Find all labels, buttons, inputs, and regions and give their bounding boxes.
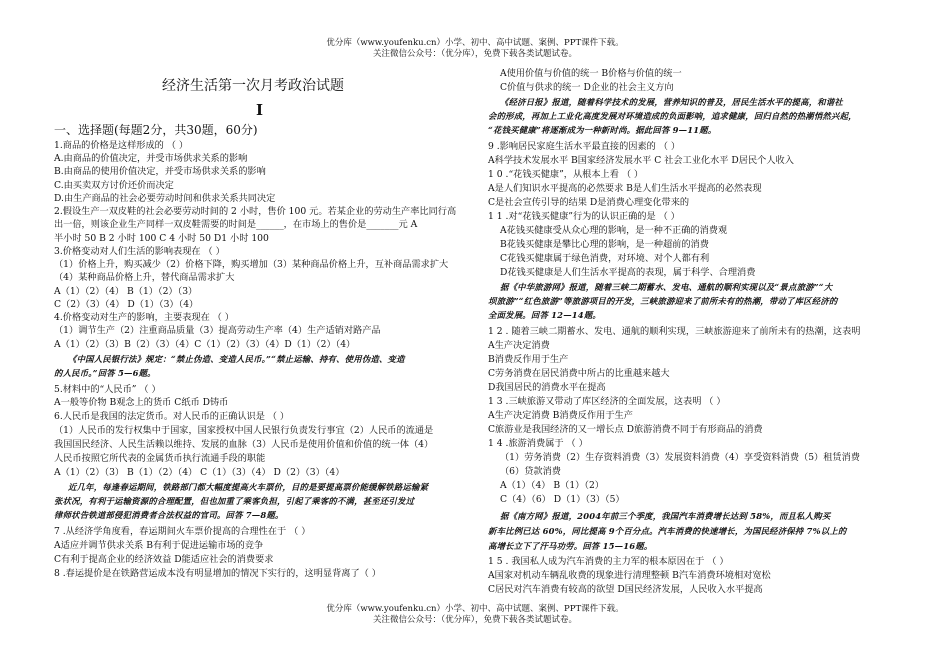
material-text: 新车比例已达 60%，同比提高 9个百分点。汽车消费的快速增长，为国民经济保持 7%以上的: [488, 526, 847, 536]
text-line: 1.商品的价格是这样形成的 （ ）: [54, 140, 189, 151]
text-line: 8 .春运提价是在铁路营运成本没有明显增加的情况下实行的，这明显背离了（ ）: [54, 568, 381, 579]
text-line: A（1）（2）（3） B（1）（2）（4） C（1）（3）（4） D（2）（3）（4）: [54, 467, 345, 478]
text-line: A生产决定消费 B消费反作用于生产: [488, 410, 633, 421]
text-line: A国家对机动车辆乱收费的现象进行清理整顿 B汽车消费环境相对宽松: [488, 570, 771, 581]
text-line: A科学技术发展水平 B国家经济发展水平 C 社会工业化水平 D居民个人收入: [488, 155, 794, 166]
material-text: 张状况，有利于运输资源的合理配置，但也加重了乘客负担，引起了乘客的不满，甚至还引发过: [54, 496, 415, 506]
text-line: C劳务消费在居民消费中所占的比重越来越大: [488, 368, 670, 379]
material-text: 《中国人民银行法》规定：“禁止伪造、变造人民币。”“禁止运输、持有、使用伪造、变造: [68, 354, 405, 364]
right-column: [488, 0, 908, 671]
text-line: （4）某种商品价格上升，替代商品需求扩大: [54, 272, 235, 283]
material-text: 全面发展。回答 12—14题。: [488, 310, 601, 320]
material-text: 近几年，每逢春运期间，铁路部门都大幅度提高火车票价，目的是要提高票价能缓解铁路运输紧: [68, 482, 429, 492]
material-text: 的人民币。”回答 5—6题。: [54, 368, 156, 378]
text-line: C.由买卖双方讨价还价而决定: [54, 180, 174, 191]
text-line: C旅游业是我国经济的又一增长点 D旅游消费不同于有形商品的消费: [488, 424, 763, 435]
text-line: 5.材料中的“人民币” （ ）: [54, 384, 161, 395]
text-line: 我国国民经济、人民生活赖以维持、发展的血脉（3）人民币是使用价值和价值的统一体（4）: [54, 439, 434, 450]
text-line: C是社会宣传引导的结果 D是消费心理变化带来的: [488, 197, 690, 208]
text-line: 7 .从经济学角度看，春运期间火车票价提高的合理性在于 （ ）: [54, 526, 311, 537]
text-line: B.由商品的使用价值决定，并受市场供求关系的影响: [54, 166, 266, 177]
text-line: A生产决定消费: [488, 340, 550, 351]
exam-title: 经济生活第一次月考政治试题: [162, 78, 344, 94]
text-line: D花钱买健康是人们生活水平提高的表现，属于科学、合理消费: [500, 267, 756, 278]
text-line: 出一倍，则该企业生产同样一双皮鞋需要的时间是______，在市场上的售价是_______元 A: [54, 219, 418, 230]
material-text: “花钱买健康”将逐渐成为一种新时尚。据此回答 9—11题。: [488, 125, 717, 135]
text-line: （1）调节生产（2）注重商品质量（3）提高劳动生产率（4）生产适销对路产品: [54, 325, 381, 336]
text-line: C居民对汽车消费有较高的欲望 D国民经济发展，人民收入水平提高: [488, 584, 763, 595]
footer-line-1: 优分库（www.youfenku.cn）小学、初中、高中试题、案例、PPT课件下载。: [326, 604, 624, 614]
text-line: C花钱买健康属于绿色消费，对环境、对个人都有利: [500, 253, 710, 264]
section-heading: 一、选择题(每题2分，共30题，60分): [54, 123, 258, 137]
text-line: （1）人民币的发行权集中于国家，国家授权中国人民银行负责发行事宜（2）人民币的流通是: [54, 425, 434, 436]
text-line: A花钱买健康受从众心理的影响，是一种不正确的消费观: [500, 225, 728, 236]
material-text: 会的形成，再加上工业化高度发展对环境造成的负面影响，追求健康，回归自然的热潮悄然兴起，: [488, 111, 857, 121]
text-line: C（2）（3）（4） D（1）（3）（4）: [54, 299, 199, 310]
text-line: A是人们知识水平提高的必然要求 B是人们生活水平提高的必然表现: [488, 183, 762, 194]
material-text: 据《中华旅游网》报道，随着三峡二期蓄水、发电、通航的顺利实现以及“景点旅游”“大: [500, 282, 833, 292]
text-line: A使用价值与价值的统一 B价格与价值的统一: [500, 68, 682, 79]
text-line: 1 1 .对“花钱买健康”行为的认识正确的是 （ ）: [488, 211, 680, 222]
material-text: 律师状告铁道部侵犯消费者合法权益的官司。回答 7—8题。: [54, 510, 284, 520]
text-line: A.由商品的价值决定，并受市场供求关系的影响: [54, 153, 248, 164]
text-line: （1）劳务消费（2）生存资料消费（3）发展资料消费（4）享受资料消费（5）租赁消费: [500, 452, 860, 463]
text-line: C有利于提高企业的经济效益 D能适应社会的消费要求: [54, 554, 274, 565]
text-line: C（4）（6） D（1）（3）（5）: [500, 494, 625, 505]
left-column: [54, 0, 474, 671]
header-line-1: 优分库（www.youfenku.cn）小学、初中、高中试题、案例、PPT课件下载。: [326, 38, 624, 48]
text-line: 1 0 .“花钱买健康”，从根本上看 （ ）: [488, 169, 644, 180]
material-text: 据《南方网》报道，2004年前三个季度，我国汽车消费增长达到 58%，而且私人购买: [500, 511, 831, 521]
text-line: A一般等价物 B观念上的货币 C纸币 D铸币: [54, 397, 229, 408]
part-numeral: I: [256, 101, 264, 119]
text-line: 1 2 . 随着三峡二期蓄水、发电、通航的顺利实现，三峡旅游迎来了前所未有的热潮，这表明: [488, 326, 861, 337]
text-line: 1 5 . 我国私人成为汽车消费的主力军的根本原因在于 （ ）: [488, 556, 729, 567]
text-line: （6）贷款消费: [500, 466, 561, 477]
text-line: 1 4 .旅游消费属于 （ ）: [488, 438, 588, 449]
text-line: 半小时 50 B 2 小时 100 C 4 小时 50 D1 小时 100: [54, 233, 269, 244]
material-text: 《经济日报》报道，随着科学技术的发展，营养知识的普及，居民生活水平的提高，和谐社: [500, 97, 843, 107]
text-line: A（1）（4） B（1）（2）: [500, 480, 604, 491]
header-line-2: 关注微信公众号：（优分库），免费下载各类试题试卷。: [372, 49, 577, 59]
material-text: 坝旅游”“红色旅游”等旅游项目的开发，三峡旅游迎来了前所未有的热潮，带动了库区经济的: [488, 296, 838, 306]
text-line: 人民币按照它所代表的金属货币执行流通手段的职能: [54, 453, 266, 464]
text-line: 9 .影响居民家庭生活水平最直接的因素的 （ ）: [488, 141, 681, 152]
text-line: 4.价格变动对生产的影响，主要表现在 （ ）: [54, 312, 234, 323]
text-line: A（1）（2）（3）B（2）（3）（4）C（1）（2）（3）（4）D（1）（2）（4）: [54, 339, 356, 350]
text-line: D.由生产商品的社会必要劳动时间和供求关系共同决定: [54, 193, 276, 204]
text-line: A（1）（2）（4） B（1）（2）（3）: [54, 286, 198, 297]
material-text: 高增长立下了汗马功劳。回答 15—16题。: [488, 541, 653, 551]
text-line: 1 3 .三峡旅游又带动了库区经济的全面发展，这表明 （ ）: [488, 396, 726, 407]
text-line: B消费反作用于生产: [488, 354, 569, 365]
text-line: A适应并调节供求关系 B有利于促进运输市场的竞争: [54, 540, 264, 551]
text-line: 3.价格变动对人们生活的影响表现在 （ ）: [54, 246, 225, 257]
text-line: D我国居民的消费水平在提高: [488, 382, 606, 393]
text-line: 6.人民币是我国的法定货币。对人民币的正确认识是 （ ）: [54, 411, 290, 422]
page-footer: [0, 604, 950, 626]
text-line: （1）价格上升，购买减少（2）价格下降，购买增加（3）某种商品价格上升，互补商品需求扩大: [54, 259, 449, 270]
text-line: 2.假设生产一双皮鞋的社会必要劳动时间的 2 小时，售价 100 元。若某企业的劳动生产率比同行高: [54, 206, 457, 217]
text-line: B花钱买健康是攀比心理的影响，是一种超前的消费: [500, 239, 709, 250]
footer-line-2: 关注微信公众号：（优分库），免费下载各类试题试卷。: [372, 615, 577, 625]
text-line: C价值与供求的统一 D企业的社会主义方向: [500, 82, 674, 93]
